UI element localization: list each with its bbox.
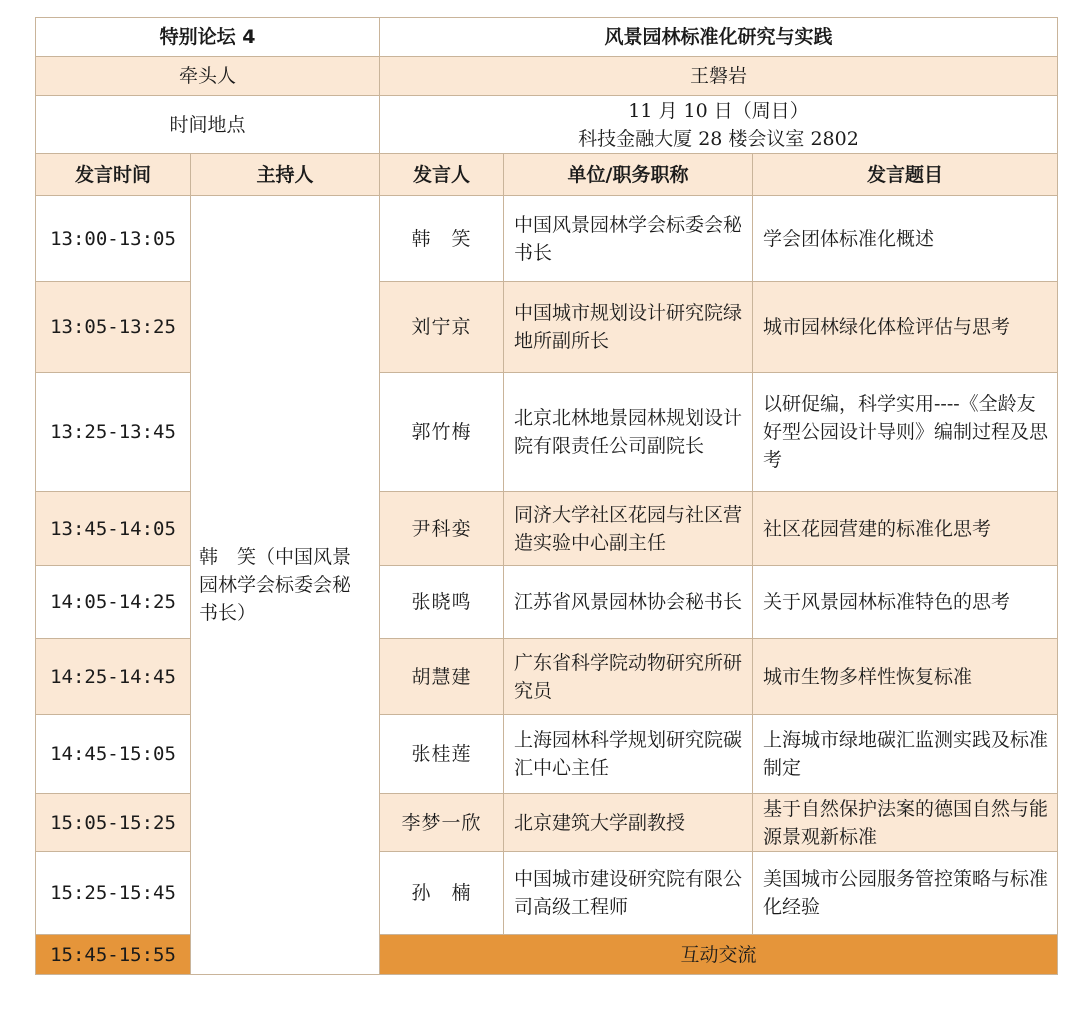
row-speaker: 刘宁京 <box>380 282 504 373</box>
col-header-unit: 单位/职务职称 <box>504 154 753 196</box>
row-time: 13:00-13:05 <box>36 196 191 282</box>
row-unit: 北京北林地景园林规划设计院有限责任公司副院长 <box>504 373 753 492</box>
row-unit: 同济大学社区花园与社区营造实验中心副主任 <box>504 492 753 566</box>
table-row <box>36 715 1058 794</box>
table-row <box>36 373 1058 492</box>
row-unit: 上海园林科学规划研究院碳汇中心主任 <box>504 715 753 794</box>
row-topic: 学会团体标准化概述 <box>753 196 1058 282</box>
row-speaker: 张晓鸣 <box>380 566 504 639</box>
table-row <box>36 492 1058 566</box>
col-header-speaker: 发言人 <box>380 154 504 196</box>
row-time: 15:25-15:45 <box>36 852 191 935</box>
table-row <box>36 282 1058 373</box>
row-speaker: 张桂莲 <box>380 715 504 794</box>
col-header-host: 主持人 <box>191 154 380 196</box>
table-row <box>36 639 1058 715</box>
forum-title: 风景园林标准化研究与实践 <box>380 18 1058 57</box>
row-topic: 以研促编，科学实用----《全龄友好型公园设计导则》编制过程及思考 <box>753 373 1058 492</box>
row-time: 15:05-15:25 <box>36 794 191 852</box>
table-row <box>36 566 1058 639</box>
col-header-topic: 发言题目 <box>753 154 1058 196</box>
row-topic: 城市生物多样性恢复标准 <box>753 639 1058 715</box>
row-time: 13:05-13:25 <box>36 282 191 373</box>
closing-label: 互动交流 <box>380 935 1058 975</box>
row-topic: 城市园林绿化体检评估与思考 <box>753 282 1058 373</box>
table-row <box>36 196 1058 282</box>
row-time: 14:25-14:45 <box>36 639 191 715</box>
time-place-label: 时间地点 <box>36 96 380 154</box>
row-speaker: 尹科娈 <box>380 492 504 566</box>
leader-label: 牵头人 <box>36 57 380 96</box>
row-speaker: 胡慧建 <box>380 639 504 715</box>
row-speaker: 韩 笑 <box>380 196 504 282</box>
leader-name: 王磐岩 <box>380 57 1058 96</box>
forum-schedule-table <box>35 17 1058 975</box>
row-unit: 广东省科学院动物研究所研究员 <box>504 639 753 715</box>
row-unit: 中国风景园林学会标委会秘书长 <box>504 196 753 282</box>
closing-row <box>36 935 1058 975</box>
forum-venue: 科技金融大厦 28 楼会议室 2802 <box>578 127 859 150</box>
row-time: 13:45-14:05 <box>36 492 191 566</box>
host-cell: 韩 笑（中国风景园林学会标委会秘书长） <box>191 196 380 975</box>
forum-name-label: 特别论坛 4 <box>36 18 380 57</box>
row-unit: 中国城市建设研究院有限公司高级工程师 <box>504 852 753 935</box>
closing-time: 15:45-15:55 <box>36 935 191 975</box>
row-speaker: 郭竹梅 <box>380 373 504 492</box>
table-row <box>36 794 1058 852</box>
time-place-value <box>380 96 1058 154</box>
row-topic: 基于自然保护法案的德国自然与能源景观新标准 <box>753 794 1058 852</box>
row-unit: 江苏省风景园林协会秘书长 <box>504 566 753 639</box>
row-unit: 中国城市规划设计研究院绿地所副所长 <box>504 282 753 373</box>
row-topic: 关于风景园林标准特色的思考 <box>753 566 1058 639</box>
table-row <box>36 852 1058 935</box>
row-topic: 上海城市绿地碳汇监测实践及标准制定 <box>753 715 1058 794</box>
row-topic: 美国城市公园服务管控策略与标准化经验 <box>753 852 1058 935</box>
row-time: 13:25-13:45 <box>36 373 191 492</box>
row-time: 14:45-15:05 <box>36 715 191 794</box>
forum-date: 11 月 10 日（周日） <box>628 99 809 122</box>
row-time: 14:05-14:25 <box>36 566 191 639</box>
row-topic: 社区花园营建的标准化思考 <box>753 492 1058 566</box>
row-speaker: 李梦一欣 <box>380 794 504 852</box>
col-header-time: 发言时间 <box>36 154 191 196</box>
row-speaker: 孙 楠 <box>380 852 504 935</box>
row-unit: 北京建筑大学副教授 <box>504 794 753 852</box>
